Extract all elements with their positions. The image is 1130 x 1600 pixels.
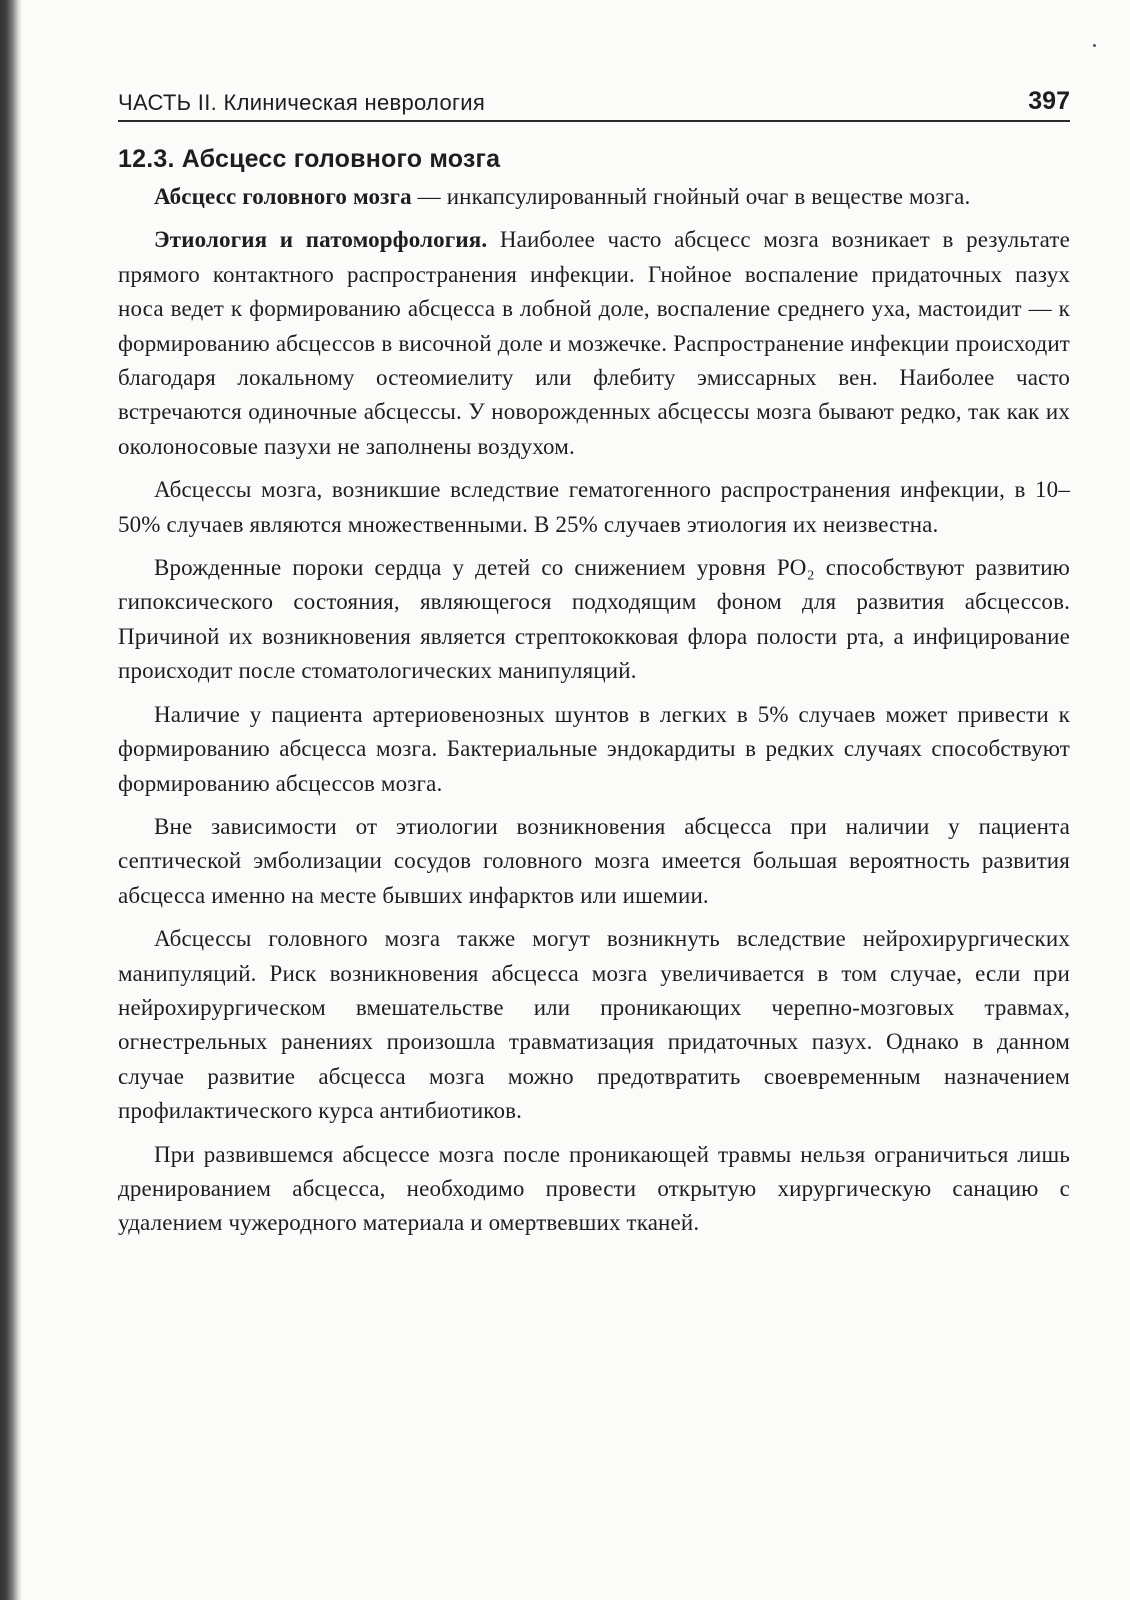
- chapter-title: 12.3. Абсцесс головного мозга: [118, 145, 501, 173]
- body-text: [118, 180, 1070, 1241]
- paragraph: [118, 551, 1070, 689]
- paragraph-etiology: [118, 223, 1070, 464]
- paragraph: [118, 1138, 1070, 1241]
- scan-binding-edge: [0, 0, 22, 1600]
- paragraph: [118, 698, 1070, 801]
- paragraph-definition: [118, 180, 1070, 214]
- paragraph-lead: Этиология и патоморфология.: [154, 227, 488, 253]
- running-header-section: ЧАСТЬ II. Клиническая неврология: [118, 90, 486, 115]
- book-page: [118, 82, 1070, 1250]
- paragraph-text: Вне зависимости от этиологии возникновения абсцесса при наличии у пациента септической эмболизации сосудов головного мозга имеется большая вероятность развития абсцесса именно на месте бывших инфарктов или ишемии.: [118, 813, 1070, 908]
- paragraph-text: — инкапсулированный гнойный очаг в веществе мозга.: [411, 184, 971, 209]
- paragraph-text: Абсцессы мозга, возникшие вследствие гематогенного распространения инфекции, в 10–50% случаев являются множественными. В 25% случаев этиология их неизвестна.: [118, 477, 1070, 537]
- paragraph-lead: Абсцесс головного мозга: [154, 184, 412, 209]
- paragraph-text: При развившемся абсцессе мозга после проникающей травмы нельзя ограничиться лишь дренированием абсцесса, необходимо провести открытую хирургическую санацию с удалением чужеродного материала и омертвевших тканей.: [118, 1141, 1070, 1236]
- paragraph: [118, 810, 1070, 913]
- paragraph-text: Наличие у пациента артериовенозных шунтов в легких в 5% случаев может привести к формированию абсцесса мозга. Бактериальные эндокардиты в редких случаях способствуют формированию абсцессов мозга.: [118, 701, 1070, 796]
- page-number: 397: [1028, 87, 1070, 115]
- paragraph-text: Врожденные пороки сердца у детей со снижением уровня PO₂ способствуют развитию гипоксического состояния, являющегося подходящим фоном для развития абсцессов. Причиной их возникновения является стрептококковая флора полости рта, а инфицирование происходит после стоматологических манипуляций.: [118, 555, 1070, 684]
- paragraph: [118, 922, 1070, 1128]
- running-header: [118, 82, 1070, 122]
- paragraph-text: Наиболее часто абсцесс мозга возникает в результате прямого контактного распространения инфекции. Гнойное воспаление придаточных пазух носа ведет к формированию абсцесса в лобной доле, воспаление среднего уха, мастоидит — к формированию абсцессов в височной доле и мозжечке. Распространение инфекции происходит благодаря локальному остеомиелиту или флебиту эмиссарных вен. Наиболее часто встречаются одиночные абсцессы. У новорожденных абсцессы мозга бывают редко, так как их околоносовые пазухи не заполнены воздухом.: [118, 227, 1070, 459]
- paragraph-text: Абсцессы головного мозга также могут возникнуть вследствие нейрохирургических манипуляций. Риск возникновения абсцесса мозга увеличивается в том случае, если при нейрохирургическом вмешательстве или проникающих черепно-мозговых травмах, огнестрельных ранениях произошла травматизация придаточных пазух. Однако в данном случае развитие абсцесса мозга можно предотвратить своевременным назначением профилактического курса антибиотиков.: [118, 926, 1070, 1124]
- paragraph: [118, 473, 1070, 542]
- scan-artifact-dot: [1093, 44, 1096, 47]
